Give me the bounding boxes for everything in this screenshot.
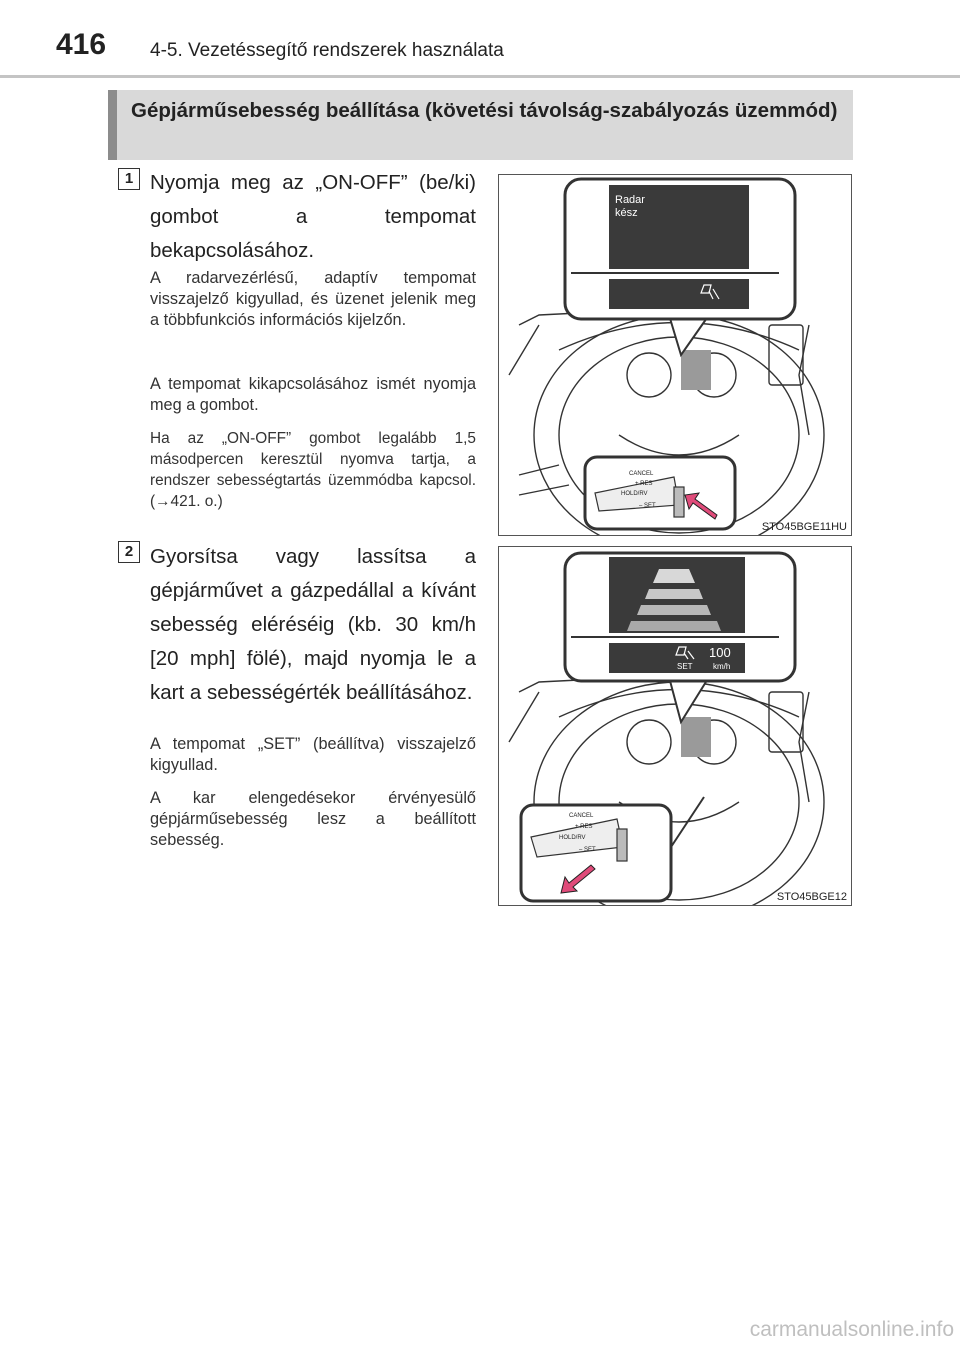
set-speed-value: 100 <box>709 645 731 660</box>
running-head: 4-5. Vezetéssegítő rendszerek használata <box>150 40 504 61</box>
section-title: Gépjárműsebesség beállítása (követési távolság-szabályozás üzemmód) <box>108 90 853 160</box>
display-radar-text: Radar <box>615 194 645 206</box>
step-2-text: Gyorsítsa vagy lassítsa a gépjárművet a gázpedállal a kívánt sebesség eléréséig (kb. 30 km/h [20 mph] fölé), majd nyomja le a kart a sebességérték beállításához. <box>150 545 476 704</box>
step-1-note-2: A tempomat kikapcsolásához ismét nyomja meg a gombot. <box>150 375 476 414</box>
set-indicator-text: SET <box>677 662 693 671</box>
speed-unit-text: km/h <box>713 662 731 671</box>
figure-1-code: STO45BGE11HU <box>761 521 847 533</box>
figure-step-1 <box>498 174 852 536</box>
watermark: carmanualsonline.info <box>749 1318 954 1341</box>
lever-hold-label: HOLD/RV <box>559 835 586 841</box>
lever-res-label: + RES <box>575 824 593 830</box>
lever-set-label: – SET <box>639 503 656 509</box>
step-1-text: Nyomja meg az „ON-OFF” (be/ki) gombot a tempomat bekapcsolásához. <box>150 171 476 262</box>
lever-res-label: + RES <box>635 481 653 487</box>
step-2-note-1: A tempomat „SET” (beállítva) visszajelző kigyullad. <box>150 735 476 774</box>
lever-set-label: – SET <box>579 847 596 853</box>
lever-cancel-label: CANCEL <box>629 471 654 477</box>
page-number: 416 <box>56 28 107 61</box>
step-2-note-2: A kar elengedésekor érvényesülő gépjárműsebesség lesz a beállított sebesség. <box>150 789 476 849</box>
step-1-note-1: A radarvezérlésű, adaptív tempomat visszajelző kigyullad, és üzenet jelenik meg a többfunkciós információs kijelzőn. <box>150 269 476 329</box>
step-2-number: 2 <box>118 541 140 563</box>
step-1-number: 1 <box>118 168 140 190</box>
header-rule <box>0 75 960 78</box>
figure-step-2 <box>498 546 852 906</box>
lever-cancel-label: CANCEL <box>569 813 594 819</box>
step-1-note-3: Ha az „ON-OFF” gombot legalább 1,5 másodpercen keresztül nyomva tartja, a rendszer sebességtartás üzemmódba kapcsol. (→421. o.) <box>150 430 476 510</box>
lever-hold-label: HOLD/RV <box>621 491 648 497</box>
figure-2-code: STO45BGE12 <box>776 891 847 903</box>
display-ready-text: kész <box>615 207 638 219</box>
